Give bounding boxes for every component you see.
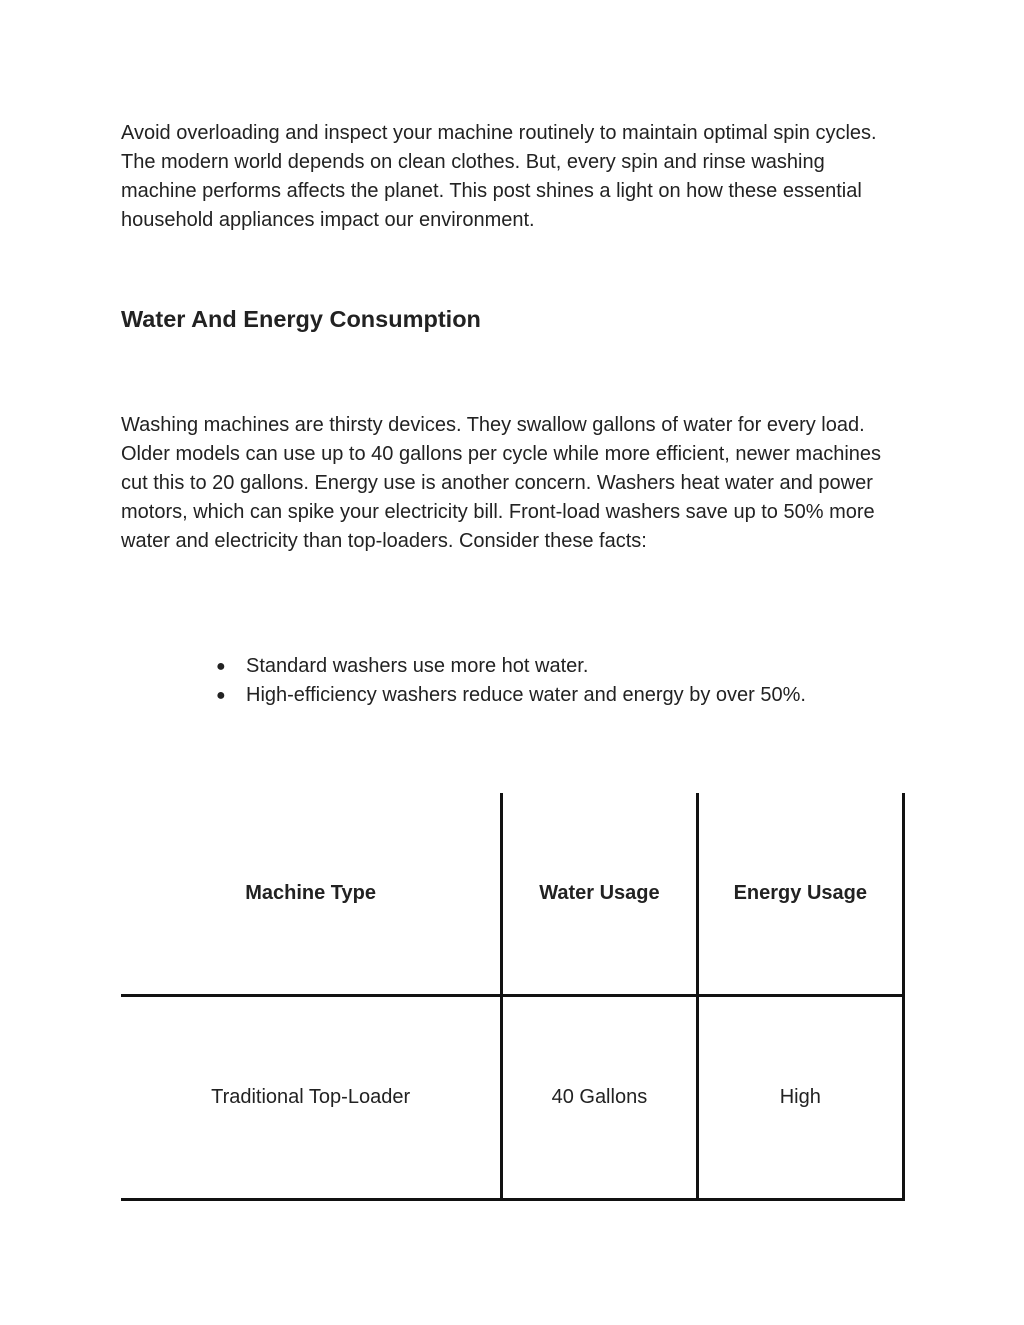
- intro-paragraph: Avoid overloading and inspect your machine routinely to maintain optimal spin cycles. The modern world depends on clean clothes. But, every spin and rinse washing machine performs affects the planet. This post shines a light on how these essential household appliances impact our environment.: [121, 122, 877, 231]
- usage-table: [121, 793, 905, 1201]
- list-item: [216, 652, 806, 681]
- column-header-machine-type: Machine Type: [121, 793, 502, 996]
- cell-water-usage: 40 Gallons: [502, 996, 697, 1200]
- cell-machine-type: Traditional Top-Loader: [121, 996, 502, 1200]
- column-header-water-usage: Water Usage: [502, 793, 697, 996]
- cell-energy-usage: High: [697, 996, 903, 1200]
- list-item: [216, 681, 806, 710]
- bullet-icon: ●: [216, 687, 226, 704]
- list-item-text: Standard washers use more hot water.: [246, 655, 589, 677]
- list-item-text: High-efficiency washers reduce water and energy by over 50%.: [246, 684, 806, 706]
- bullet-icon: ●: [216, 658, 226, 675]
- section-paragraph: Washing machines are thirsty devices. They swallow gallons of water for every load. Older models can use up to 40 gallons per cycle while more efficient, newer machines cut this to 20 gallons. Energy use is another concern. Washers heat water and power motors, which can spike your electricity bill. Front-load washers save up to 50% more water and electricity than top-loaders. Consider these facts:: [121, 414, 882, 552]
- table-header-row: [121, 793, 904, 996]
- column-header-energy-usage: Energy Usage: [697, 793, 903, 996]
- table-row: [121, 996, 904, 1200]
- section-heading: Water And Energy Consumption: [121, 306, 481, 332]
- facts-list: [216, 652, 806, 710]
